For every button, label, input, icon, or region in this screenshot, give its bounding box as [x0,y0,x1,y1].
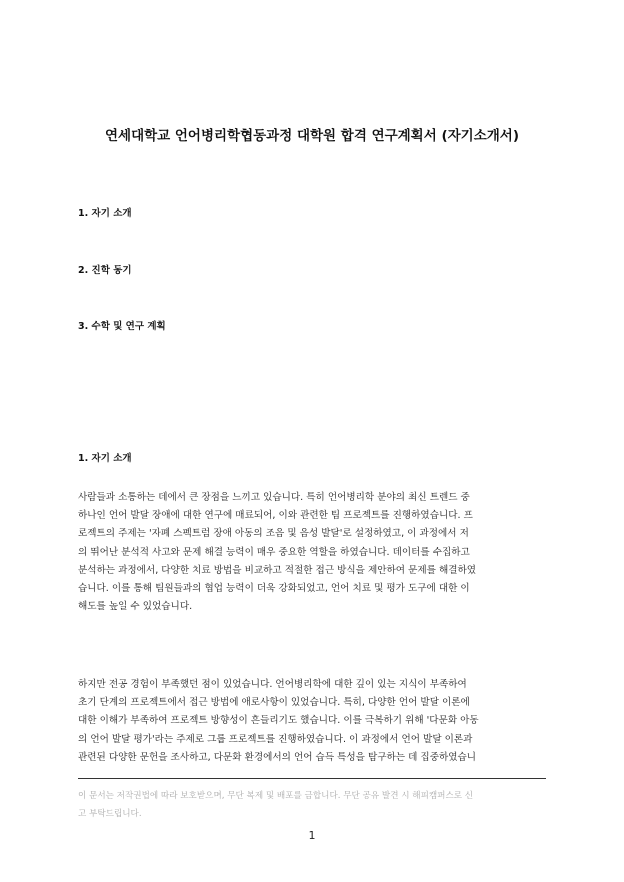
copyright-notice-line: 이 문서는 저작권법에 따라 보호받으며, 무단 복제 및 배포를 금합니다. 무단 공유 발견 시 해피캠퍼스로 신 [78,791,474,801]
paragraph-line: 습니다. 이를 통해 팀원들과의 협업 능력이 더욱 강화되었고, 언어 치료 및 평가 도구에 대한 이 [78,583,470,595]
paragraph-line: 사람들과 소통하는 데에서 큰 장점을 느끼고 있습니다. 특히 언어병리학 분야의 최신 트렌드 중 [78,492,470,503]
footer-divider [78,778,546,779]
copyright-notice [78,787,548,823]
paragraph-line: 의 뛰어난 분석적 사고와 문제 해결 능력이 매우 중요한 역할을 하였습니다. 데이터를 수집하고 [78,546,470,558]
paragraph-2 [78,676,548,767]
paragraph-line: 초기 단계의 프로젝트에서 접근 방법에 애로사항이 있었습니다. 특히, 다양한 언어 발달 이론에 [78,697,470,709]
paragraph-line: 의 언어 발달 평가'라는 주제로 그룹 프로젝트를 진행하였습니다. 이 과정에서 언어 발달 이론과 [78,733,473,745]
section-heading-self-introduction: 1. 자기 소개 [78,453,132,464]
toc-item-self-introduction: 1. 자기 소개 [78,208,132,219]
paragraph-line: 하나인 언어 발달 장애에 대한 연구에 매료되어, 이와 관련한 팀 프로젝트를 진행하였습니다. 프 [78,510,473,522]
paragraph-1 [78,489,548,616]
toc-item-motivation: 2. 진학 동기 [78,265,132,276]
paragraph-line: 로젝트의 주제는 '자폐 스펙트럼 장애 아동의 조음 및 음성 발달'로 설정하였고, 이 과정에서 저 [78,528,469,540]
paragraph-line: 하지만 전공 경험이 부족했던 점이 있었습니다. 언어병리학에 대한 깊이 있는 지식이 부족하여 [78,679,467,690]
toc-item-study-plan: 3. 수학 및 연구 계획 [78,321,166,332]
paragraph-line: 대한 이해가 부족하여 프로젝트 방향성이 흔들리기도 했습니다. 이를 극복하기 위해 '다문화 아동 [78,715,479,727]
paragraph-line: 해도를 높일 수 있었습니다. [78,601,193,613]
paragraph-line: 분석하는 과정에서, 다양한 치료 방법을 비교하고 적절한 접근 방식을 제안하여 문제를 해결하였 [78,564,477,576]
copyright-notice-line: 고 부탁드립니다. [78,809,142,819]
page-number: 1 [308,829,316,842]
document-title: 연세대학교 언어병리학협동과정 대학원 합격 연구계획서 (자기소개서) [104,128,520,144]
paragraph-line: 관련된 다양한 문헌을 조사하고, 다문화 환경에서의 언어 습득 특성을 탐구하는 데 집중하였습니 [78,751,477,763]
